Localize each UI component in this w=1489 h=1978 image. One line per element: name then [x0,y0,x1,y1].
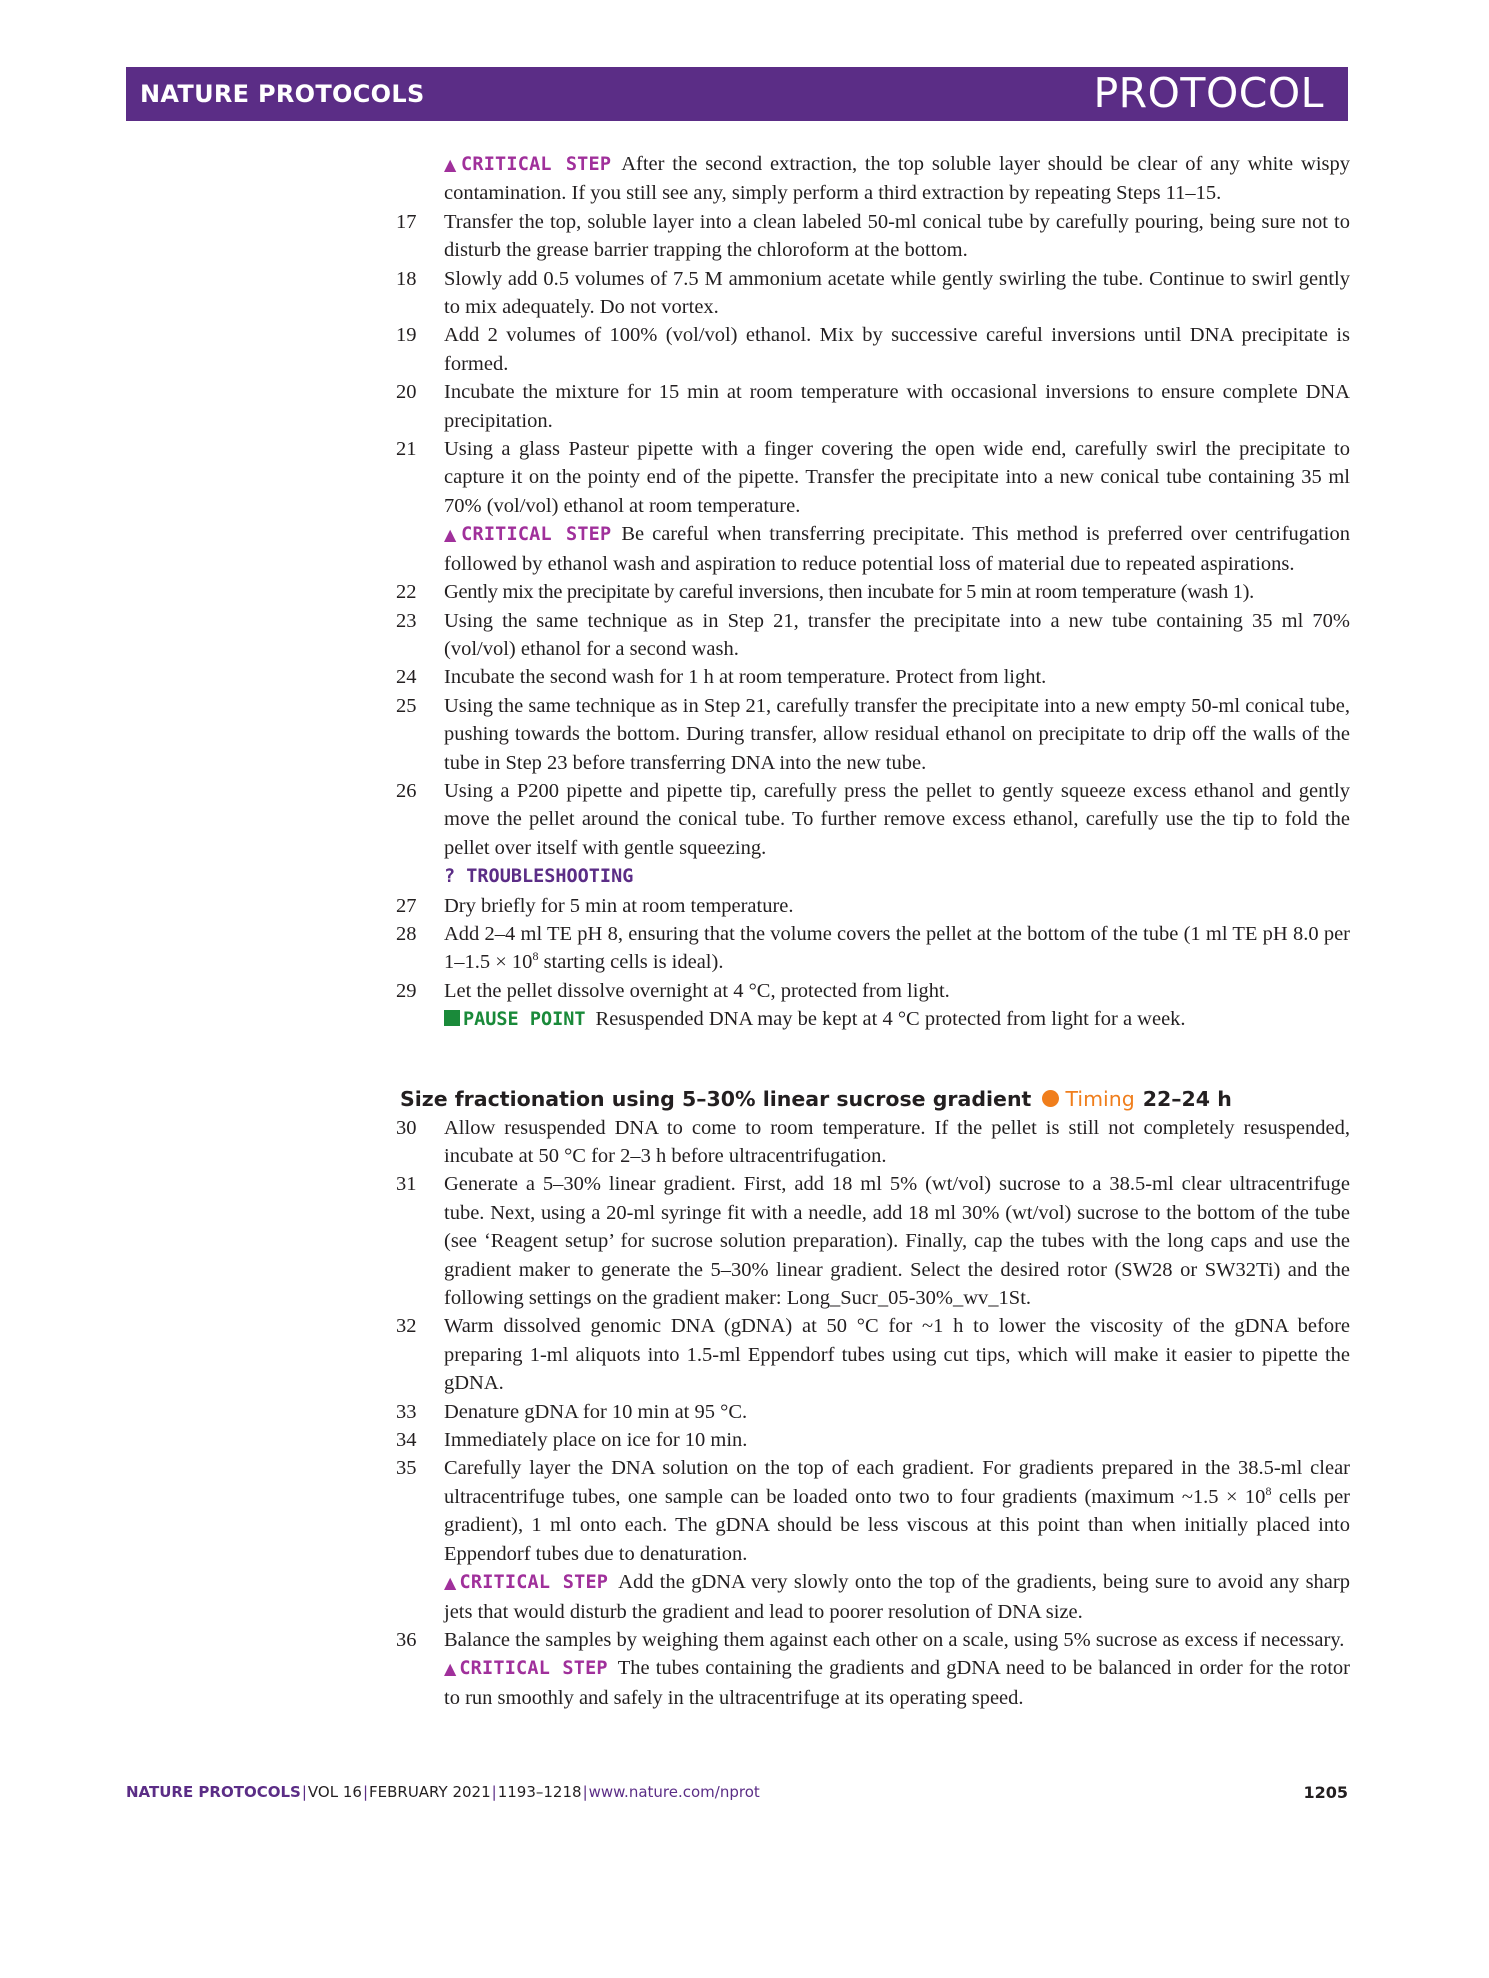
step-text-continued: cells per gradient), 1 ml onto each. The gDNA should be less viscous at this point than when initially placed into Eppendorf tubes due to denaturation. [444,1485,1350,1565]
step-text: Using a P200 pipette and pipette tip, carefully press the pellet to gently squeeze excess ethanol and gently move the pellet around the conical tube. To further remove excess ethanol, carefully use the tip to fold the pellet over itself with gentle squeezing. [444,779,1350,859]
critical-triangle-icon: ▲ [444,525,460,545]
footer-separator: | [362,1783,368,1801]
critical-triangle-icon: ▲ [444,1659,458,1679]
note-text: Be careful when transferring precipitate. This method is preferred over centrifugation followed by ethanol wash and aspiration to reduce potential loss of material due to repeated aspirations. [444,523,1350,575]
step-29 [380,977,1350,1005]
step-text: Add 2 volumes of 100% (vol/vol) ethanol. Mix by successive careful inversions until DNA precipitate is formed. [444,324,1350,375]
step-number: 25 [396,694,417,717]
step-22 [380,578,1350,606]
step-17 [380,208,1350,265]
step-30 [380,1114,1350,1171]
footer-pages: 1193–1218 [497,1783,582,1801]
step-number: 22 [396,581,417,604]
step-number: 20 [396,381,417,404]
step-28 [380,920,1350,977]
footer-separator: | [491,1783,497,1801]
pause-point-label: PAUSE POINT [463,1009,586,1031]
footer-separator: | [582,1783,588,1801]
journal-header-bar [126,67,1348,121]
footer-volume: VOL 16 [307,1783,362,1801]
critical-step-label: CRITICAL STEP [461,524,612,546]
step-27 [380,892,1350,920]
step-34 [380,1426,1350,1454]
step-32 [380,1312,1350,1397]
note-text: Add the gDNA very slowly onto the top of the gradients, being sure to avoid any sharp jets that would disturb the gradient and lead to poorer resolution of DNA size. [444,1571,1350,1623]
step-text: Gently mix the precipitate by careful inversions, then incubate for 5 min at room temperature (wash 1). [444,581,1254,604]
step-number: 27 [396,894,417,917]
step-36 [380,1626,1350,1654]
step-text: Transfer the top, soluble layer into a clean labeled 50-ml conical tube by carefully pouring, being sure not to disturb the grease barrier trapping the chloroform at the bottom. [444,210,1350,262]
page-footer [126,1783,1348,1801]
footer-journal: NATURE PROTOCOLS [126,1783,301,1801]
critical-step-label: CRITICAL STEP [461,154,612,175]
pause-square-icon [444,1010,460,1026]
critical-step-label: CRITICAL STEP [459,1572,609,1594]
footer-url-link[interactable]: www.nature.com/nprot [588,1783,760,1801]
section-title: Size fractionation using 5–30% linear sucrose gradient [400,1086,1032,1111]
step-24 [380,663,1350,691]
step-text: Using the same technique as in Step 21, carefully transfer the precipitate into a new empty 50-ml conical tube, pushing towards the bottom. During transfer, allow residual ethanol on precipitate to drip off the walls of the tube in Step 23 before transferring DNA into the new tube. [444,694,1350,774]
critical-step-note [380,520,1350,578]
step-number: 17 [396,210,417,233]
troubleshooting-note[interactable] [380,862,1350,891]
footer-date: FEBRUARY 2021 [369,1783,491,1801]
note-text: After the second extraction, the top soluble layer should be clear of any white wispy contamination. If you still see any, simply perform a third extraction by repeating Steps 11–15. [444,153,1350,205]
troubleshooting-label[interactable]: ? TROUBLESHOOTING [444,866,634,888]
timing-value: 22–24 h [1142,1086,1232,1111]
step-25 [380,692,1350,777]
superscript-exponent: 8 [532,949,539,964]
step-number: 36 [396,1628,417,1651]
step-number: 32 [396,1315,417,1338]
step-26 [380,777,1350,862]
critical-step-label: CRITICAL STEP [459,1658,608,1680]
step-text: Balance the samples by weighing them against each other on a scale, using 5% sucrose as excess if necessary. [444,1628,1345,1651]
step-text: Add 2–4 ml TE pH 8, ensuring that the volume covers the pellet at the bottom of the tube (1 ml TE pH 8.0 per 1–1.5 × 10 [444,922,1350,974]
step-number: 28 [396,922,417,945]
step-23 [380,607,1350,664]
step-number: 19 [396,324,417,347]
step-text: Allow resuspended DNA to come to room temperature. If the pellet is still not completely resuspended, incubate at 50 °C for 2–3 h before ultracentrifugation. [444,1116,1350,1167]
step-number: 31 [396,1173,417,1196]
superscript-exponent: 8 [1265,1483,1272,1498]
step-number: 23 [396,609,417,632]
step-18 [380,265,1350,322]
step-35 [380,1454,1350,1568]
critical-step-note [380,1654,1350,1712]
critical-step-note [380,150,1350,208]
step-number: 24 [396,666,417,689]
step-text: Using the same technique as in Step 21, transfer the precipitate into a new tube containing 35 ml 70% (vol/vol) ethanol for a second wash. [444,609,1350,660]
step-number: 30 [396,1116,417,1139]
step-number: 35 [396,1457,417,1480]
step-number: 34 [396,1429,417,1452]
note-text: The tubes containing the gradients and gDNA need to be balanced in order for the rotor to run smoothly and safely in the ultracentrifuge at its operating speed. [444,1657,1350,1709]
note-text: Resuspended DNA may be kept at 4 °C protected from light for a week. [595,1008,1186,1031]
step-33 [380,1398,1350,1426]
journal-name: NATURE PROTOCOLS [140,80,425,108]
step-text: Slowly add 0.5 volumes of 7.5 M ammonium acetate while gently swirling the tube. Continue to swirl gently to mix adequately. Do not vortex. [444,267,1350,319]
step-number: 33 [396,1400,417,1423]
step-text: Warm dissolved genomic DNA (gDNA) at 50 °C for ~1 h to lower the viscosity of the gDNA before preparing 1-ml aliquots into 1.5-ml Eppendorf tubes using cut tips, which will make it easier to pipette the gDNA. [444,1315,1350,1395]
protocol-body [380,150,1350,1712]
step-21 [380,435,1350,520]
step-text: Incubate the second wash for 1 h at room temperature. Protect from light. [444,666,1047,689]
step-19 [380,321,1350,378]
step-number: 26 [396,779,417,802]
article-type: PROTOCOL [1093,69,1324,117]
critical-step-note [380,1568,1350,1626]
step-31 [380,1170,1350,1312]
step-20 [380,378,1350,435]
timing-label: Timing [1065,1086,1135,1111]
step-number: 18 [396,267,417,290]
step-text-continued: starting cells is ideal). [538,951,724,974]
section-heading [380,1084,1350,1114]
step-text: Denature gDNA for 10 min at 95 °C. [444,1400,748,1423]
step-text: Incubate the mixture for 15 min at room temperature with occasional inversions to ensure complete DNA precipitation. [444,381,1350,432]
step-text: Let the pellet dissolve overnight at 4 °C, protected from light. [444,979,950,1002]
timing-dot-icon [1042,1090,1059,1107]
pause-point-note [380,1005,1350,1034]
critical-triangle-icon: ▲ [444,155,460,174]
step-text: Using a glass Pasteur pipette with a finger covering the open wide end, carefully swirl the precipitate to capture it on the pointy end of the pipette. Transfer the precipitate into a new conical tube containing 35 ml 70% (vol/vol) ethanol at room temperature. [444,438,1350,517]
critical-triangle-icon: ▲ [444,1573,458,1593]
step-number: 21 [396,438,417,461]
step-number: 29 [396,979,417,1002]
page-number: 1205 [1303,1783,1348,1802]
footer-separator: | [301,1783,307,1801]
step-text: Immediately place on ice for 10 min. [444,1429,748,1452]
step-text: Carefully layer the DNA solution on the top of each gradient. For gradients prepared in the 38.5-ml clear ultracentrifuge tubes, one sample can be loaded onto two to four gradients (maximum ~1.5 × 10 [444,1457,1350,1508]
step-text: Dry briefly for 5 min at room temperature. [444,894,794,917]
step-text: Generate a 5–30% linear gradient. First, add 18 ml 5% (wt/vol) sucrose to a 38.5-ml clear ultracentrifuge tube. Next, using a 20-ml syringe fit with a needle, add 18 ml 30% (wt/vol) sucrose to the bottom of the tube (see ‘Reagent setup’ for sucrose solution preparation). Finally, cap the tubes with the long caps and use the gradient maker to generate the 5–30% linear gradient. Select the desired rotor (SW28 or SW32Ti) and the following settings on the gradient maker: Long_Sucr_05-30%_wv_1St. [444,1173,1350,1310]
